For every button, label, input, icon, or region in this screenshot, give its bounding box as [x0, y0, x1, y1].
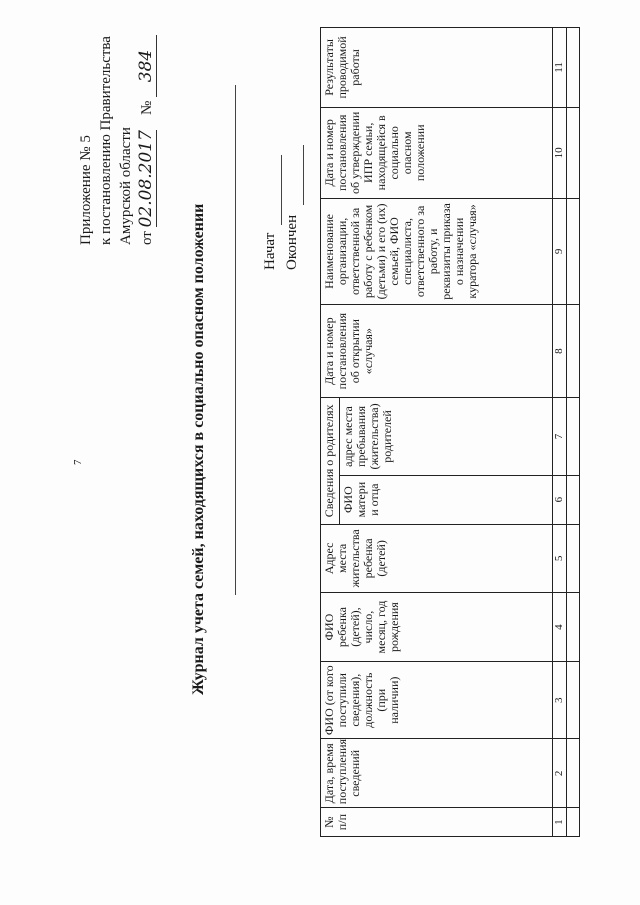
- header-c10: Дата и номер постановления об утверждении ИПР семьи, находящейся в социально опасном положении: [321, 107, 553, 198]
- header-row-1: [321, 28, 340, 837]
- empty-cell: [567, 475, 580, 524]
- column-number: 3: [553, 661, 567, 739]
- column-number: 9: [553, 198, 567, 304]
- column-number-row: [553, 28, 567, 837]
- subtitle-rule: [235, 85, 236, 595]
- empty-cell: [567, 198, 580, 304]
- journal-table: [320, 27, 580, 837]
- empty-cell: [567, 107, 580, 198]
- empty-cell: [567, 305, 580, 398]
- header-c6a: ФИО матери и отца: [340, 475, 553, 524]
- handwritten-number: 384: [136, 35, 157, 97]
- empty-cell: [567, 808, 580, 837]
- empty-cell: [567, 28, 580, 108]
- number-prefix: №: [139, 100, 155, 116]
- column-number: 11: [553, 28, 567, 108]
- column-number: 8: [553, 305, 567, 398]
- appendix-line-3: Амурской области: [118, 127, 134, 245]
- column-number: 7: [553, 398, 567, 476]
- ended-label: Окончен: [284, 214, 300, 270]
- header-parents-group: Сведения о родителях: [321, 398, 340, 524]
- column-number: 10: [553, 107, 567, 198]
- header-c1: № п/п: [321, 808, 553, 837]
- header-c11: Результаты проводимой работы: [321, 28, 553, 108]
- appendix-block: [76, 35, 157, 245]
- header-c8: Дата и номер постановления об открытии «случая»: [321, 305, 553, 398]
- column-number: 1: [553, 808, 567, 837]
- ended-blank-line: [303, 145, 304, 205]
- header-c2: Дата, время поступления сведений: [321, 739, 553, 808]
- handwritten-date: 02.08.2017: [136, 130, 156, 228]
- date-prefix: от: [139, 231, 155, 245]
- empty-table-row: [567, 28, 580, 837]
- empty-cell: [567, 398, 580, 476]
- column-number: 2: [553, 739, 567, 808]
- empty-cell: [567, 593, 580, 662]
- appendix-date-line: [136, 35, 157, 245]
- started-blank-line: [281, 155, 282, 225]
- appendix-line-2: к постановлению Правительства: [98, 36, 114, 245]
- header-c3: ФИО (от кого поступили сведения), должность (при наличии): [321, 661, 553, 739]
- page-number: 7: [72, 459, 84, 465]
- empty-cell: [567, 739, 580, 808]
- header-c6b: адрес места пребывания (жительства) родителей: [340, 398, 553, 476]
- appendix-line-1: Приложение № 5: [78, 135, 94, 245]
- empty-cell: [567, 661, 580, 739]
- header-c5: Адрес места жительства ребенка (детей): [321, 524, 553, 593]
- column-number: 5: [553, 524, 567, 593]
- header-c9: Наименование организации, ответственной за работу с ребенком (детьми) и его (их) семьей, ФИО специалиста, ответственного за работу, и реквизиты приказа о назначении куратора «случая»: [321, 198, 553, 304]
- column-number: 4: [553, 593, 567, 662]
- header-c4: ФИО ребенка (детей), число, месяц, год рождения: [321, 593, 553, 662]
- empty-cell: [567, 524, 580, 593]
- journal-title: Журнал учета семей, находящихся в социально опасном положении: [190, 203, 207, 695]
- column-number: 6: [553, 475, 567, 524]
- started-label: Начат: [262, 232, 278, 270]
